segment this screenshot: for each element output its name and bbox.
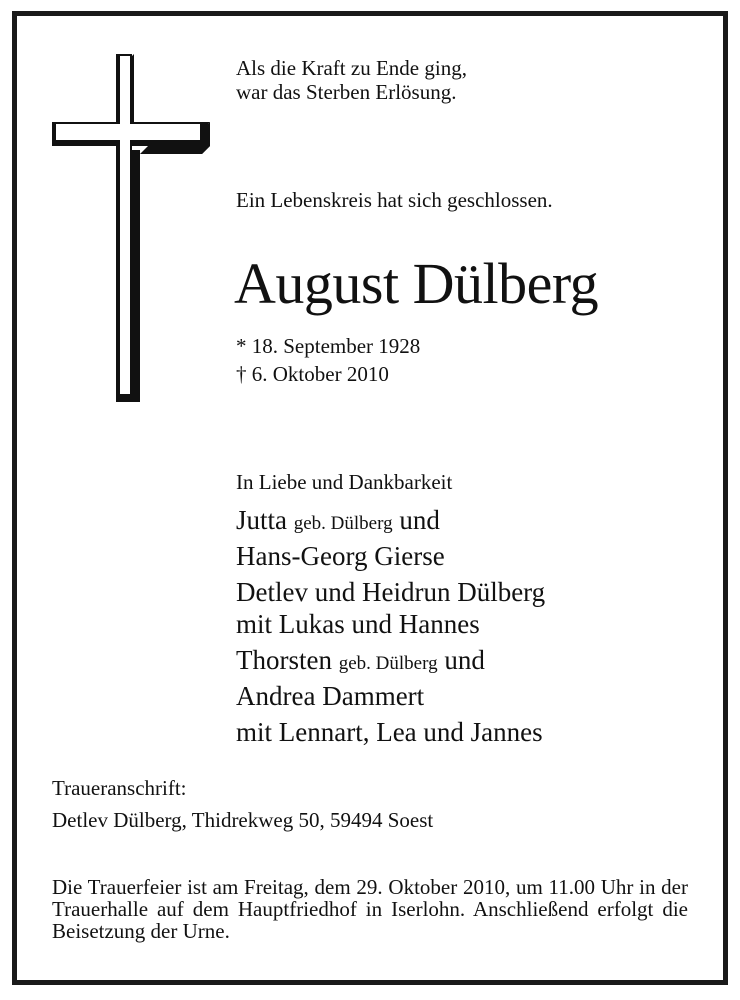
motto-line: war das Sterben Erlösung.	[236, 80, 457, 104]
motto-line: Als die Kraft zu Ende ging,	[236, 56, 467, 80]
mourner-partner: Andrea Dammert	[236, 681, 425, 711]
conjunction: und	[444, 645, 485, 675]
circle-line: Ein Lebenskreis hat sich geschlossen.	[236, 188, 553, 212]
latin-cross-icon	[52, 52, 212, 404]
mourner-line: Detlev und Heidrun Dülberg	[236, 577, 546, 607]
mourner-group	[236, 644, 545, 748]
conjunction: und	[399, 505, 440, 535]
deceased-name: August Dülberg	[234, 251, 599, 316]
address-value: Detlev Dülberg, Thidrekweg 50, 59494 Soest	[52, 808, 434, 832]
mourner-children: mit Lennart, Lea und Jannes	[236, 717, 543, 747]
mourner-group	[236, 504, 545, 572]
funeral-notice: Die Trauerfeier ist am Freitag, dem 29. Oktober 2010, um 11.00 Uhr in der Trauerhalle auf dem Hauptfriedhof in Iserlohn. Anschließend erfolgt die Beisetzung der Urne.	[52, 875, 688, 943]
nee-label: geb. Dülberg	[293, 513, 393, 534]
motto-verse	[236, 56, 467, 104]
mourner-line: mit Lukas und Hannes	[236, 609, 480, 639]
mourner-name: Jutta	[236, 505, 287, 535]
mourner-name: Thorsten	[236, 645, 332, 675]
life-dates	[236, 332, 420, 388]
birth-date: * 18. September 1928	[236, 334, 421, 358]
death-date: † 6. Oktober 2010	[236, 362, 389, 386]
mourners-list	[236, 504, 545, 752]
address-label: Traueranschrift:	[52, 776, 187, 800]
love-line: In Liebe und Dankbarkeit	[236, 470, 453, 494]
mourner-partner: Hans-Georg Gierse	[236, 541, 445, 571]
nee-label: geb. Dülberg	[338, 653, 438, 674]
mourner-group	[236, 576, 545, 640]
